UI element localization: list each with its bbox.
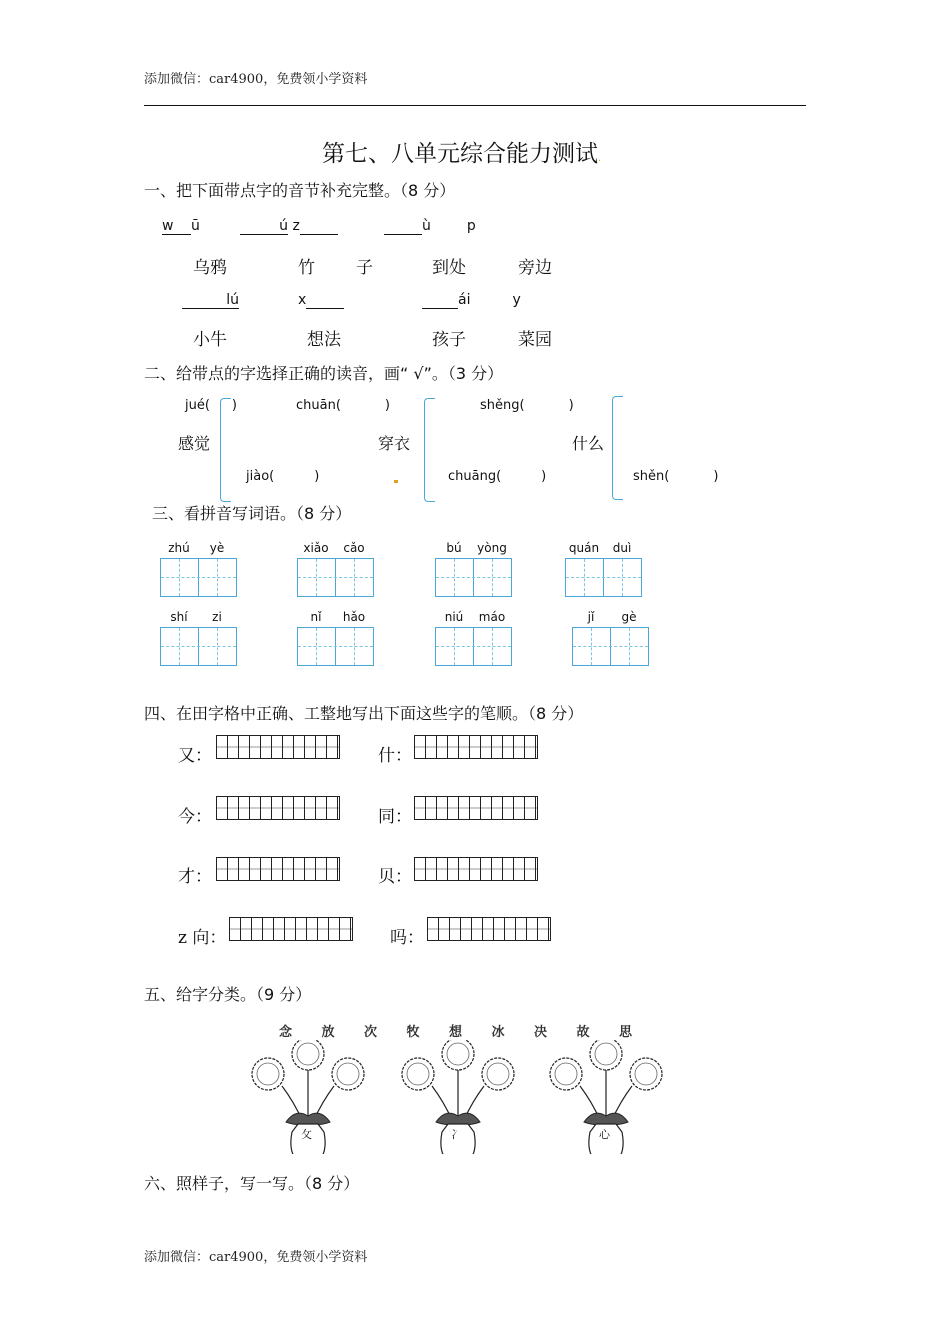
stroke-strip-you[interactable] <box>216 735 340 759</box>
pinyin-label: quán <box>568 541 600 555</box>
stroke-strip-tong[interactable] <box>414 796 538 820</box>
word-pangbian: 旁边 <box>518 258 552 278</box>
stroke-strip-jin[interactable] <box>216 796 340 820</box>
pinyin-blank-2: ú z <box>240 218 338 235</box>
pinyin-label: xiǎo <box>303 541 329 555</box>
word-xiangfa: 想法 <box>307 330 341 350</box>
classify-char: 次 <box>364 1025 378 1040</box>
stroke-char-cai: 才： <box>178 867 212 887</box>
vase-label-1: 攵 <box>301 1128 312 1141</box>
pinyin-label: máo <box>478 610 506 624</box>
stroke-char-xiang: z 向： <box>178 928 227 948</box>
pinyin-label: gè <box>621 610 637 624</box>
pinyin-label: cǎo <box>343 541 365 555</box>
stroke-char-you: 又： <box>178 746 212 766</box>
word-caiyuan: 菜园 <box>518 330 552 350</box>
stroke-char-shi: 什： <box>378 746 412 766</box>
stroke-strip-shi[interactable] <box>414 735 538 759</box>
tianzige-box[interactable] <box>297 558 374 597</box>
pinyin-label: hǎo <box>342 610 366 624</box>
classify-char: 放 <box>321 1025 335 1040</box>
emphasis-dot <box>394 480 398 483</box>
section-6-heading: 六、照样子，写一写。（8 分） <box>144 1174 360 1193</box>
stroke-char-jin: 今： <box>178 807 212 827</box>
classify-char: 想 <box>449 1025 463 1040</box>
pinyin-blank-4: lú <box>182 292 239 309</box>
stroke-strip-cai[interactable] <box>216 857 340 881</box>
tianzige-box[interactable] <box>160 627 237 666</box>
stroke-strip-xiang[interactable] <box>229 917 353 941</box>
tianzige-box[interactable] <box>435 627 512 666</box>
stroke-char-ma: 吗： <box>390 928 424 948</box>
pinyin-label: zhú <box>168 541 190 555</box>
word-xiaoniu: 小牛 <box>193 330 227 350</box>
tianzige-box[interactable] <box>297 627 374 666</box>
bracket-1 <box>220 398 231 502</box>
page-title: 第七、八单元综合能力测试. <box>322 141 602 167</box>
header-rule <box>144 105 806 106</box>
classify-char: 思 <box>619 1025 633 1040</box>
classify-char: 牧 <box>406 1025 420 1040</box>
pinyin-blank-1: w ū <box>162 218 200 234</box>
tianzige-box[interactable] <box>572 627 649 666</box>
pinyin-label: yòng <box>477 541 507 555</box>
stroke-strip-bei[interactable] <box>414 857 538 881</box>
word-haizi: 孩子 <box>432 330 466 350</box>
word-wuya: 乌鸦 <box>193 258 227 278</box>
pinyin-label: yè <box>209 541 225 555</box>
bracket-3 <box>612 396 623 500</box>
pinyin-label: bú <box>446 541 462 555</box>
word-daochu: 到处 <box>432 258 466 278</box>
option-chuan[interactable]: chuān( ) <box>296 398 390 413</box>
pinyin-blank-5: x <box>298 292 344 309</box>
word-shenme: 什么 <box>572 434 605 453</box>
word-chuanyi: 穿衣 <box>378 434 411 453</box>
section-3-heading: 三、看拼音写词语。（8 分） <box>152 504 352 523</box>
tianzige-box[interactable] <box>565 558 642 597</box>
section-2-heading: 二、给带点的字选择正确的读音，画“ √”。（3 分） <box>144 364 504 383</box>
word-zhu: 竹 <box>298 258 315 278</box>
tianzige-box[interactable] <box>435 558 512 597</box>
pinyin-blank-6: ái y <box>422 292 521 309</box>
stroke-char-tong: 同： <box>378 807 412 827</box>
option-jue[interactable]: jué( ) <box>185 398 237 413</box>
header-note: 添加微信：car4900，免费领小学资料 <box>144 72 368 87</box>
option-shen[interactable]: shěn( ) <box>633 469 719 484</box>
option-sheng[interactable]: shěng( ) <box>480 398 574 413</box>
pinyin-label: nǐ <box>310 610 322 624</box>
bracket-2 <box>424 398 435 502</box>
word-ganjue: 感觉 <box>178 434 211 453</box>
stroke-strip-ma[interactable] <box>427 917 551 941</box>
classify-char: 故 <box>576 1025 590 1040</box>
pinyin-label: niú <box>444 610 464 624</box>
section-5-heading: 五、给字分类。（9 分） <box>144 985 312 1004</box>
classify-char: 念 <box>279 1025 293 1040</box>
option-chuang[interactable]: chuāng( ) <box>448 469 547 484</box>
pinyin-label: duì <box>612 541 632 555</box>
section-4-heading: 四、在田字格中正确、工整地写出下面这些字的笔顺。（8 分） <box>144 704 584 723</box>
pinyin-blank-3: ù p <box>384 218 476 235</box>
word-zi: 子 <box>356 258 373 278</box>
classify-char: 冰 <box>491 1025 505 1040</box>
vase-label-3: 心 <box>599 1128 610 1141</box>
option-jiao[interactable]: jiào( ) <box>246 469 320 484</box>
pinyin-label: shí <box>170 610 188 624</box>
pinyin-label: zi <box>212 610 222 624</box>
stroke-char-bei: 贝： <box>378 867 412 887</box>
tianzige-box[interactable] <box>160 558 237 597</box>
footer-note: 添加微信：car4900，免费领小学资料 <box>144 1250 368 1265</box>
section-1-heading: 一、把下面带点字的音节补充完整。（8 分） <box>144 181 456 200</box>
pinyin-label: jǐ <box>587 610 595 624</box>
vase-label-2: 冫 <box>451 1128 462 1141</box>
classify-char: 决 <box>534 1025 548 1040</box>
